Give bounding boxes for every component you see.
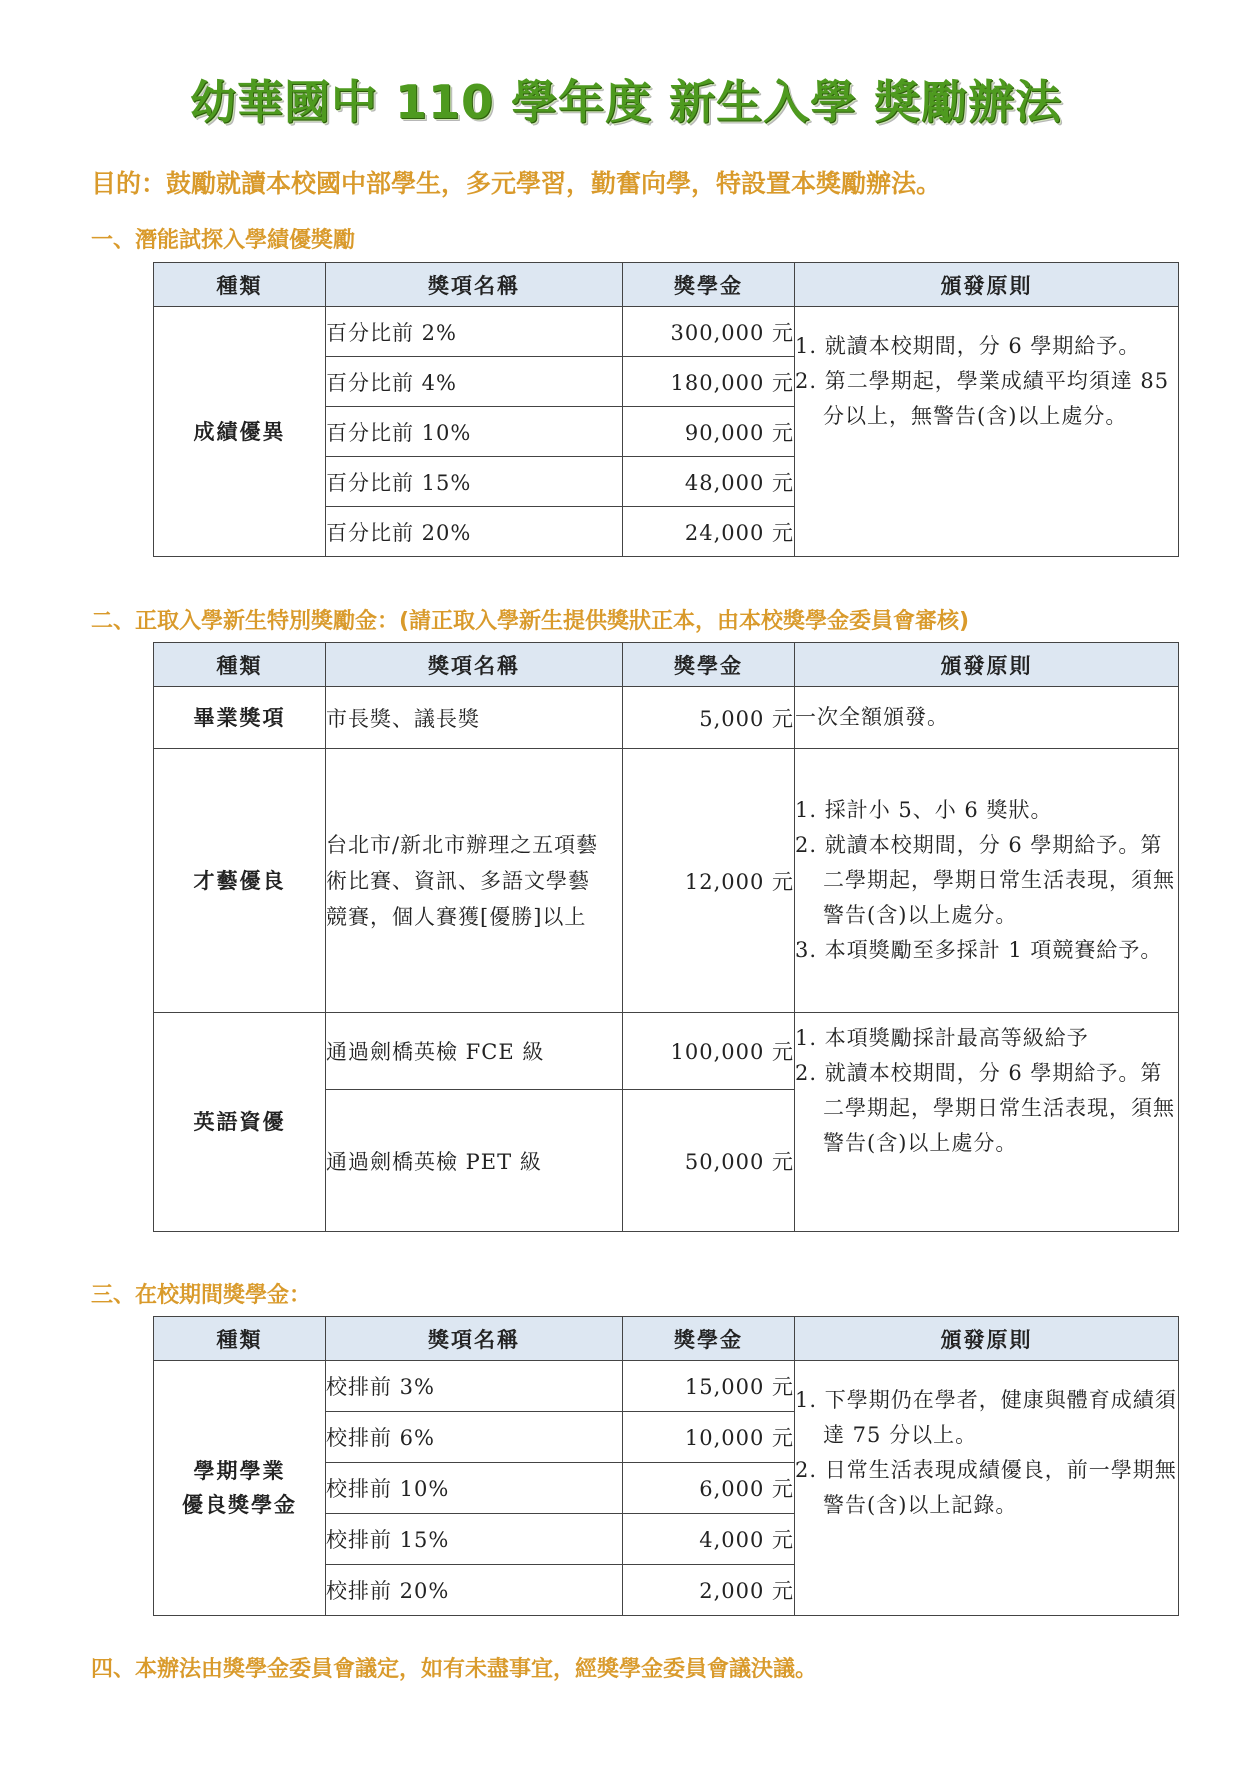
- table-header-row: [154, 1317, 1179, 1361]
- category-cell: [154, 1361, 326, 1616]
- category-line: 學期學業: [193, 1458, 286, 1483]
- amount-cell: 5,000 元: [623, 687, 795, 749]
- section1-table: [153, 262, 1179, 557]
- col-header-category: 種類: [154, 1317, 326, 1361]
- award-name-cell: 百分比前 15%: [326, 457, 623, 507]
- col-header-category: 種類: [154, 263, 326, 307]
- rule-item: 一次全額頒發。: [795, 705, 949, 729]
- award-name-cell: 校排前 10%: [326, 1463, 623, 1514]
- section3-table: [153, 1316, 1179, 1616]
- award-name-cell: 校排前 15%: [326, 1514, 623, 1565]
- category-cell: 畢業獎項: [154, 687, 326, 749]
- award-name-text: 台北市/新北市辦理之五項藝術比賽、資訊、多語文學藝競賽，個人賽獲[優勝]以上: [326, 832, 599, 929]
- col-header-rule: 頒發原則: [795, 263, 1179, 307]
- col-header-award-name: 獎項名稱: [326, 1317, 623, 1361]
- award-name-cell: 百分比前 4%: [326, 357, 623, 407]
- col-header-amount: 獎學金: [623, 643, 795, 687]
- amount-cell: 50,000 元: [623, 1090, 795, 1232]
- award-name-cell: 校排前 3%: [326, 1361, 623, 1412]
- rule-item: 1. 就讀本校期間，分 6 學期給予。: [795, 334, 1141, 358]
- amount-cell: 2,000 元: [623, 1565, 795, 1616]
- table-header-row: [154, 263, 1179, 307]
- category-cell: 成績優異: [154, 307, 326, 557]
- col-header-amount: 獎學金: [623, 263, 795, 307]
- table-row: [154, 1361, 1179, 1412]
- award-name-cell: 市長獎、議長獎: [326, 687, 623, 749]
- page-title: 幼華國中 110 學年度 新生入學 獎勵辦法: [189, 75, 1063, 129]
- col-header-award-name: 獎項名稱: [326, 263, 623, 307]
- amount-cell: 90,000 元: [623, 407, 795, 457]
- rule-item: 1. 本項獎勵採計最高等級給予: [795, 1026, 1089, 1050]
- section1-heading: 一、潛能試探入學績優獎勵: [91, 228, 356, 253]
- award-name-cell: 百分比前 20%: [326, 507, 623, 557]
- amount-cell: 15,000 元: [623, 1361, 795, 1412]
- category-line: 優良獎學金: [182, 1492, 297, 1517]
- table-row: [154, 687, 1179, 749]
- footer-note: 四、本辦法由獎學金委員會議定，如有未盡事宜，經獎學金委員會議決議。: [91, 1657, 818, 1682]
- rule-cell: [795, 1013, 1179, 1232]
- rule-item: 2. 第二學期起，學業成績平均須達 85 分以上，無警告(含)以上處分。: [795, 369, 1170, 428]
- rule-item: 1. 採計小 5、小 6 獎狀。: [795, 798, 1053, 822]
- section2-heading: 二、正取入學新生特別獎勵金：(請正取入學新生提供獎狀正本，由本校獎學金委員會審核): [91, 609, 970, 634]
- table-row: [154, 307, 1179, 357]
- table-row: [154, 749, 1179, 1013]
- amount-cell: 6,000 元: [623, 1463, 795, 1514]
- col-header-rule: 頒發原則: [795, 1317, 1179, 1361]
- award-name-cell: 通過劍橋英檢 PET 級: [326, 1090, 623, 1232]
- purpose-statement: 目的：鼓勵就讀本校國中部學生，多元學習，勤奮向學，特設置本獎勵辦法。: [91, 169, 942, 198]
- amount-cell: 12,000 元: [623, 749, 795, 1013]
- section2-table: [153, 642, 1179, 1232]
- rule-item: 2. 就讀本校期間，分 6 學期給予。第二學期起，學期日常生活表現，須無警告(含)以上處分。: [795, 1061, 1175, 1155]
- amount-cell: 10,000 元: [623, 1412, 795, 1463]
- col-header-amount: 獎學金: [623, 1317, 795, 1361]
- award-name-cell: 通過劍橋英檢 FCE 級: [326, 1013, 623, 1090]
- col-header-category: 種類: [154, 643, 326, 687]
- category-cell: 才藝優良: [154, 749, 326, 1013]
- rule-cell: [795, 307, 1179, 557]
- award-name-cell: 校排前 6%: [326, 1412, 623, 1463]
- rule-cell: [795, 749, 1179, 1013]
- rule-item: 2. 就讀本校期間，分 6 學期給予。第二學期起，學期日常生活表現，須無警告(含)以上處分。: [795, 833, 1175, 927]
- rule-item: 2. 日常生活表現成績優良，前一學期無警告(含)以上記錄。: [795, 1458, 1177, 1517]
- rule-item: 3. 本項獎勵至多採計 1 項競賽給予。: [795, 938, 1163, 962]
- award-name-cell: 百分比前 10%: [326, 407, 623, 457]
- category-cell: 英語資優: [154, 1013, 326, 1232]
- amount-cell: 4,000 元: [623, 1514, 795, 1565]
- amount-cell: 48,000 元: [623, 457, 795, 507]
- col-header-rule: 頒發原則: [795, 643, 1179, 687]
- amount-cell: 100,000 元: [623, 1013, 795, 1090]
- rule-item: 1. 下學期仍在學者，健康與體育成績須達 75 分以上。: [795, 1388, 1177, 1447]
- amount-cell: 180,000 元: [623, 357, 795, 407]
- rule-cell: [795, 687, 1179, 749]
- award-name-cell: 百分比前 2%: [326, 307, 623, 357]
- amount-cell: 24,000 元: [623, 507, 795, 557]
- award-name-cell: [326, 749, 623, 1013]
- section3-heading: 三、在校期間獎學金：: [91, 1283, 312, 1308]
- rule-cell: [795, 1361, 1179, 1616]
- table-row: [154, 1013, 1179, 1090]
- col-header-award-name: 獎項名稱: [326, 643, 623, 687]
- table-header-row: [154, 643, 1179, 687]
- award-name-cell: 校排前 20%: [326, 1565, 623, 1616]
- amount-cell: 300,000 元: [623, 307, 795, 357]
